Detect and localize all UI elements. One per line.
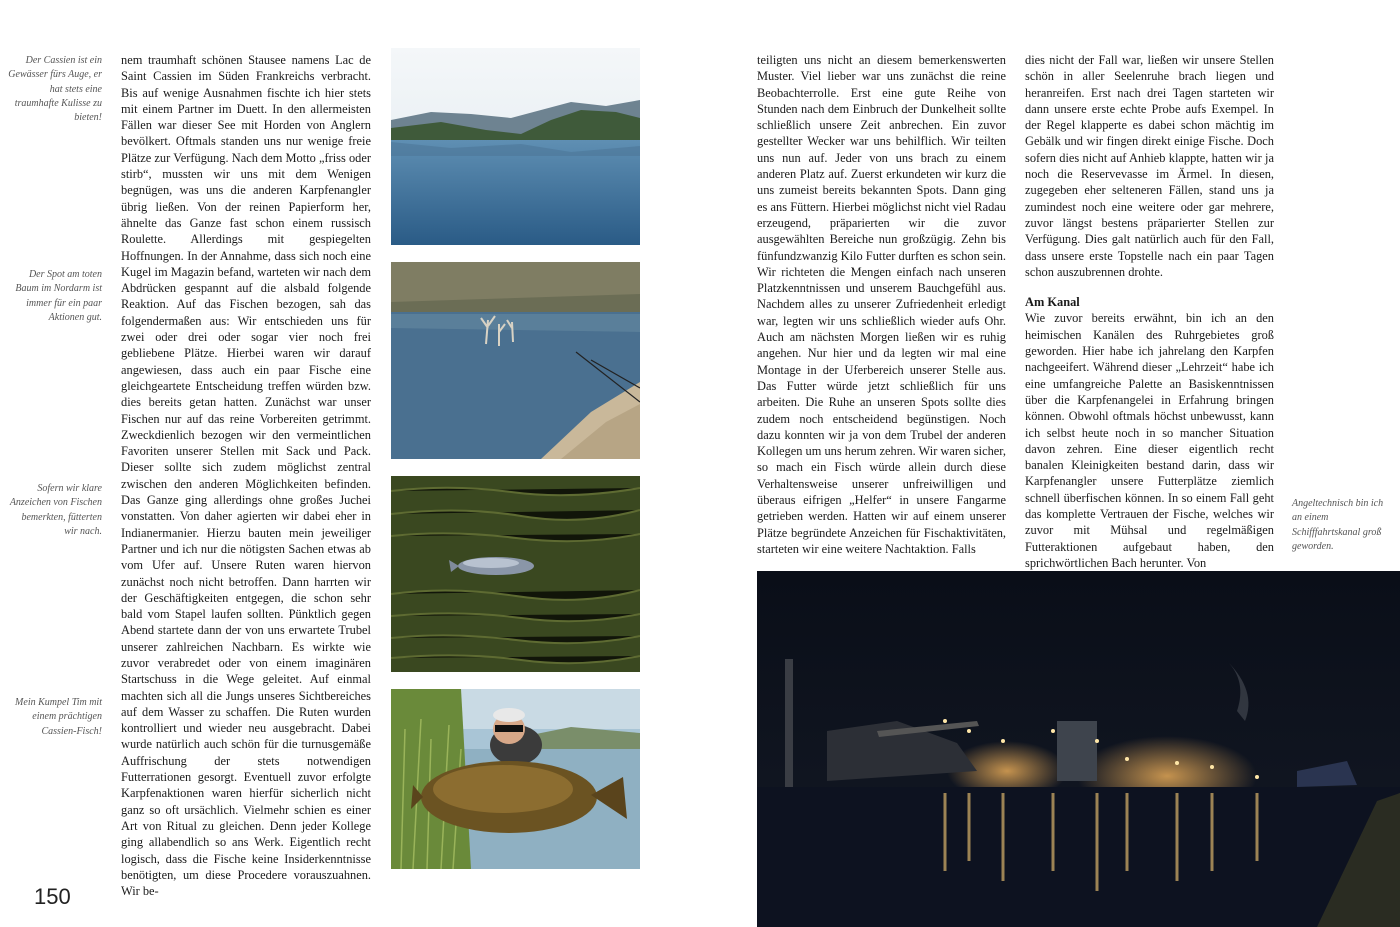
text-column-2 (757, 52, 1006, 557)
photo-lake-landscape (391, 48, 640, 245)
column-2-paragraph: teiligten uns nicht an diesem bemerkenswerten Muster. Viel lieber war uns zunächst die reine Beobachterrolle. Erst eine gute Reihe von Stunden nach dem Einbruch der Dunkelheit sollte schließlich unsere Zeit anbrechen. Ein zuvor gestellter Wecker war uns behilflich. Wir teilten uns nun auf. Jeder von uns brach zu einem anderen Platz auf. Zuerst erkundeten wir kurz die uns zumeist bereits bekannten Spots. Dann ging es ans Füttern. Hierbei möglichst nicht viel Radau erzeugend, präparierten wir die zuvor ausgewählten Bereiche nun großzügig. Zehn bis fünfundzwanzig Kilo Futter durften es schon sein. Wir richteten die Mengen einfach nach unseren Platzkenntnissen und unserem Bauchgefühl aus. Nachdem alles zu unserer Zufriedenheit erledigt war, legten wir uns schließlich wieder aufs Ohr. Auch am nächsten Morgen ließen wir es ruhig angehen. Nur hier und da legten wir mal eine Montage in der Uferbereich unserer Stelle aus. Das Futter würde jetzt schließlich für uns arbeiten. Die Ruhe an unseren Spots sollte dies zudem noch entscheidend begünstigen. Noch dazu konnten wir ja von dem Trubel der anderen Kollegen um uns herum zehren. Wir waren sicher, so mach ein Fisch würde allein durch diese Verhaltensweise unserer unfreiwilligen und überaus eifrigen „Helfer“ in unsere Fangarme getrieben werden. Hatten wir auf einem unserer Plätze begründete Anzeichen für Fischaktivitäten, starteten wir eine weitere Nachtaktion. Falls (757, 53, 1006, 556)
caption-canal: Angeltechnisch bin ich an einem Schifffahrtskanal groß geworden. (1292, 498, 1384, 552)
page-number: 150 (34, 884, 71, 909)
column-1-paragraph: nem traumhaft schönen Stausee namens Lac de Saint Cassien im Süden Frankreichs verbracht. Bis auf wenige Ausnahmen fischte ich hier stets mit einem Partner im Duett. In den allermeisten Fällen war dieser See mit Horden von Anglern bevölkert. Oftmals standen uns nur wenige freie Plätze zur Verfügung. Nach dem Motto „friss oder stirb“, mussten wir uns mit dem Wenigen begnügen, was uns die anderen Karpfenangler übrig ließen. Von der reinen Papierform her, ähnelte das Ganze fast schon einem russisch Roulette. Allerdings mit gespiegelten Hoffnungen. In der Annahme, dass sich noch eine Kugel im Magazin befand, warteten wir nach dem Abdrücken gespannt auf die alsbald folgende Reaktion. Auf das Fischen bezogen, sah das folgendermaßen aus: Wir entschieden uns für zwei oder drei oder sogar vier noch frei gebliebene Plätze. Hierbei waren wir darauf angewiesen, dass auch ein paar Fische eine gleichgeartete Entscheidung treffen würden bzw. dies bereits getan hatten. Zunächst war unser Fischen nur auf das reine Vorbereiten getrimmt. Zweckdienlich bezogen wir den vermeintlichen Favoriten unserer Stellen mit Sack und Pack. Dieser sollte sich zudem möglichst zentral zwischen den anderen Möglichkeiten befinden. Das Ganze ging allerdings ohne großes Juchei vonstatten. Von daher agierten wir dabei eher in Indianermanier. Hierzu bauten mein jeweiliger Partner und ich nur die nötigsten Sachen etwas ab vom Ufer auf. Unsere Ruten waren hiervon zunächst noch nicht betroffen. Dann harrten wir der Geschäftigkeiten entgegen, die schon sehr bald vom Stapel laufen sollten. Pünktlich gegen Abend startete dann der von uns erwartete Trubel unserer zahlreichen Nachbarn. Es wirkte wie zuvor verabredet oder von einem imaginären Startschuss in die Wege geleitet. Auf einmal machten sich all die Jungs unseres Sichtbereiches auf dem Wasser zu schaffen. Die Ruten wurden kontrolliert und wieder neu ausgebracht. Dabei wurde natürlich auch schön für die turnusgemäße Auffrischung der stets notwendigen Futterrationen gesorgt. Eventuell zuvor erfolgte Karpfenaktionen waren hierfür sicherlich nicht ganz so oft ursächlich. Vielmehr schien es einer Art von Ritual zu gleichen. Denn jeder Kollege ging allabendlich so ans Werk. Eigentlich recht logisch, dass die Fische keine Insiderkenntnisse benötigten, um diese Procedere vorauszuahnen. Wir be- (121, 53, 371, 899)
caption-tree: Der Spot am toten Baum im Nordarm ist immer für ein paar Aktionen gut. (15, 269, 102, 323)
text-column-3 (1025, 52, 1274, 571)
text-column-1 (121, 52, 371, 899)
section-heading-am-kanal: Am Kanal (1025, 295, 1080, 310)
caption-lake: Der Cassien ist ein Gewässer fürs Auge, er hat stets eine traumhafte Kulisse zu bieten! (8, 55, 102, 124)
column-3-paragraph-2: Wie zuvor bereits erwähnt, bin ich an den heimischen Kanälen des Ruhrgebietes groß geworden. Hier habe ich jahrelang den Karpfen nachgeeifert. Während dieser „Lehrzeit“ habe ich eine umfangreiche Palette an Basiskenntnissen über die Karpfenangelei in Erfahrung bringen können. Obwohl oftmals höchst unbewusst, kann ich selbst heute noch in so mancher Situation davon zehren. Eine dieser eigentlich recht banalen Kleinigkeiten bestand darin, dass wir Karpfenangler unsere Futterplätze ziemlich schnell überfischen können. In so einem Fall geht das komplette Vertrauen der Fische, welches wir zuvor mit Mühsal und regelmäßigen Futteraktionen aufgebaut haben, den sprichwörtlichen Bach herunter. Von (1025, 311, 1274, 570)
column-3-paragraph: dies nicht der Fall war, ließen wir unsere Stellen schön in aller Seelenruhe brach liegen und heranreifen. Erst nach drei Tagen starteten wir dann unsere erste echte Probe aufs Exempel. In der Regel klapperte es dabei schon mächtig im Gebälk und wir fingen direkt einige Fische. Doch sofern dies nicht auf Anhieb klappte, hatten wir ja noch die Reservevasse im Ärmel. In diesen, zugegeben eher selteneren Fällen, stand uns ja zumindest noch eine weitere oder gar mehrere, zuvor längst bestens präparierter Stellen zur Verfügung. Dies galt natürlich auch für den Fall, dass unsere erste Topstelle nach ein paar Tagen schon auszubrennen drohte. (1025, 53, 1274, 279)
photo-dead-tree-spot (391, 262, 640, 459)
caption-kumpel: Mein Kumpel Tim mit einem prächtigen Cassien-Fisch! (15, 697, 102, 737)
caption-fish-signs: Sofern wir klare Anzeichen von Fischen bemerkten, fütterten wir nach. (9, 483, 102, 537)
photo-angler-with-carp (391, 689, 640, 869)
photo-carp-in-water (391, 476, 640, 672)
photo-canal-night (757, 571, 1400, 927)
